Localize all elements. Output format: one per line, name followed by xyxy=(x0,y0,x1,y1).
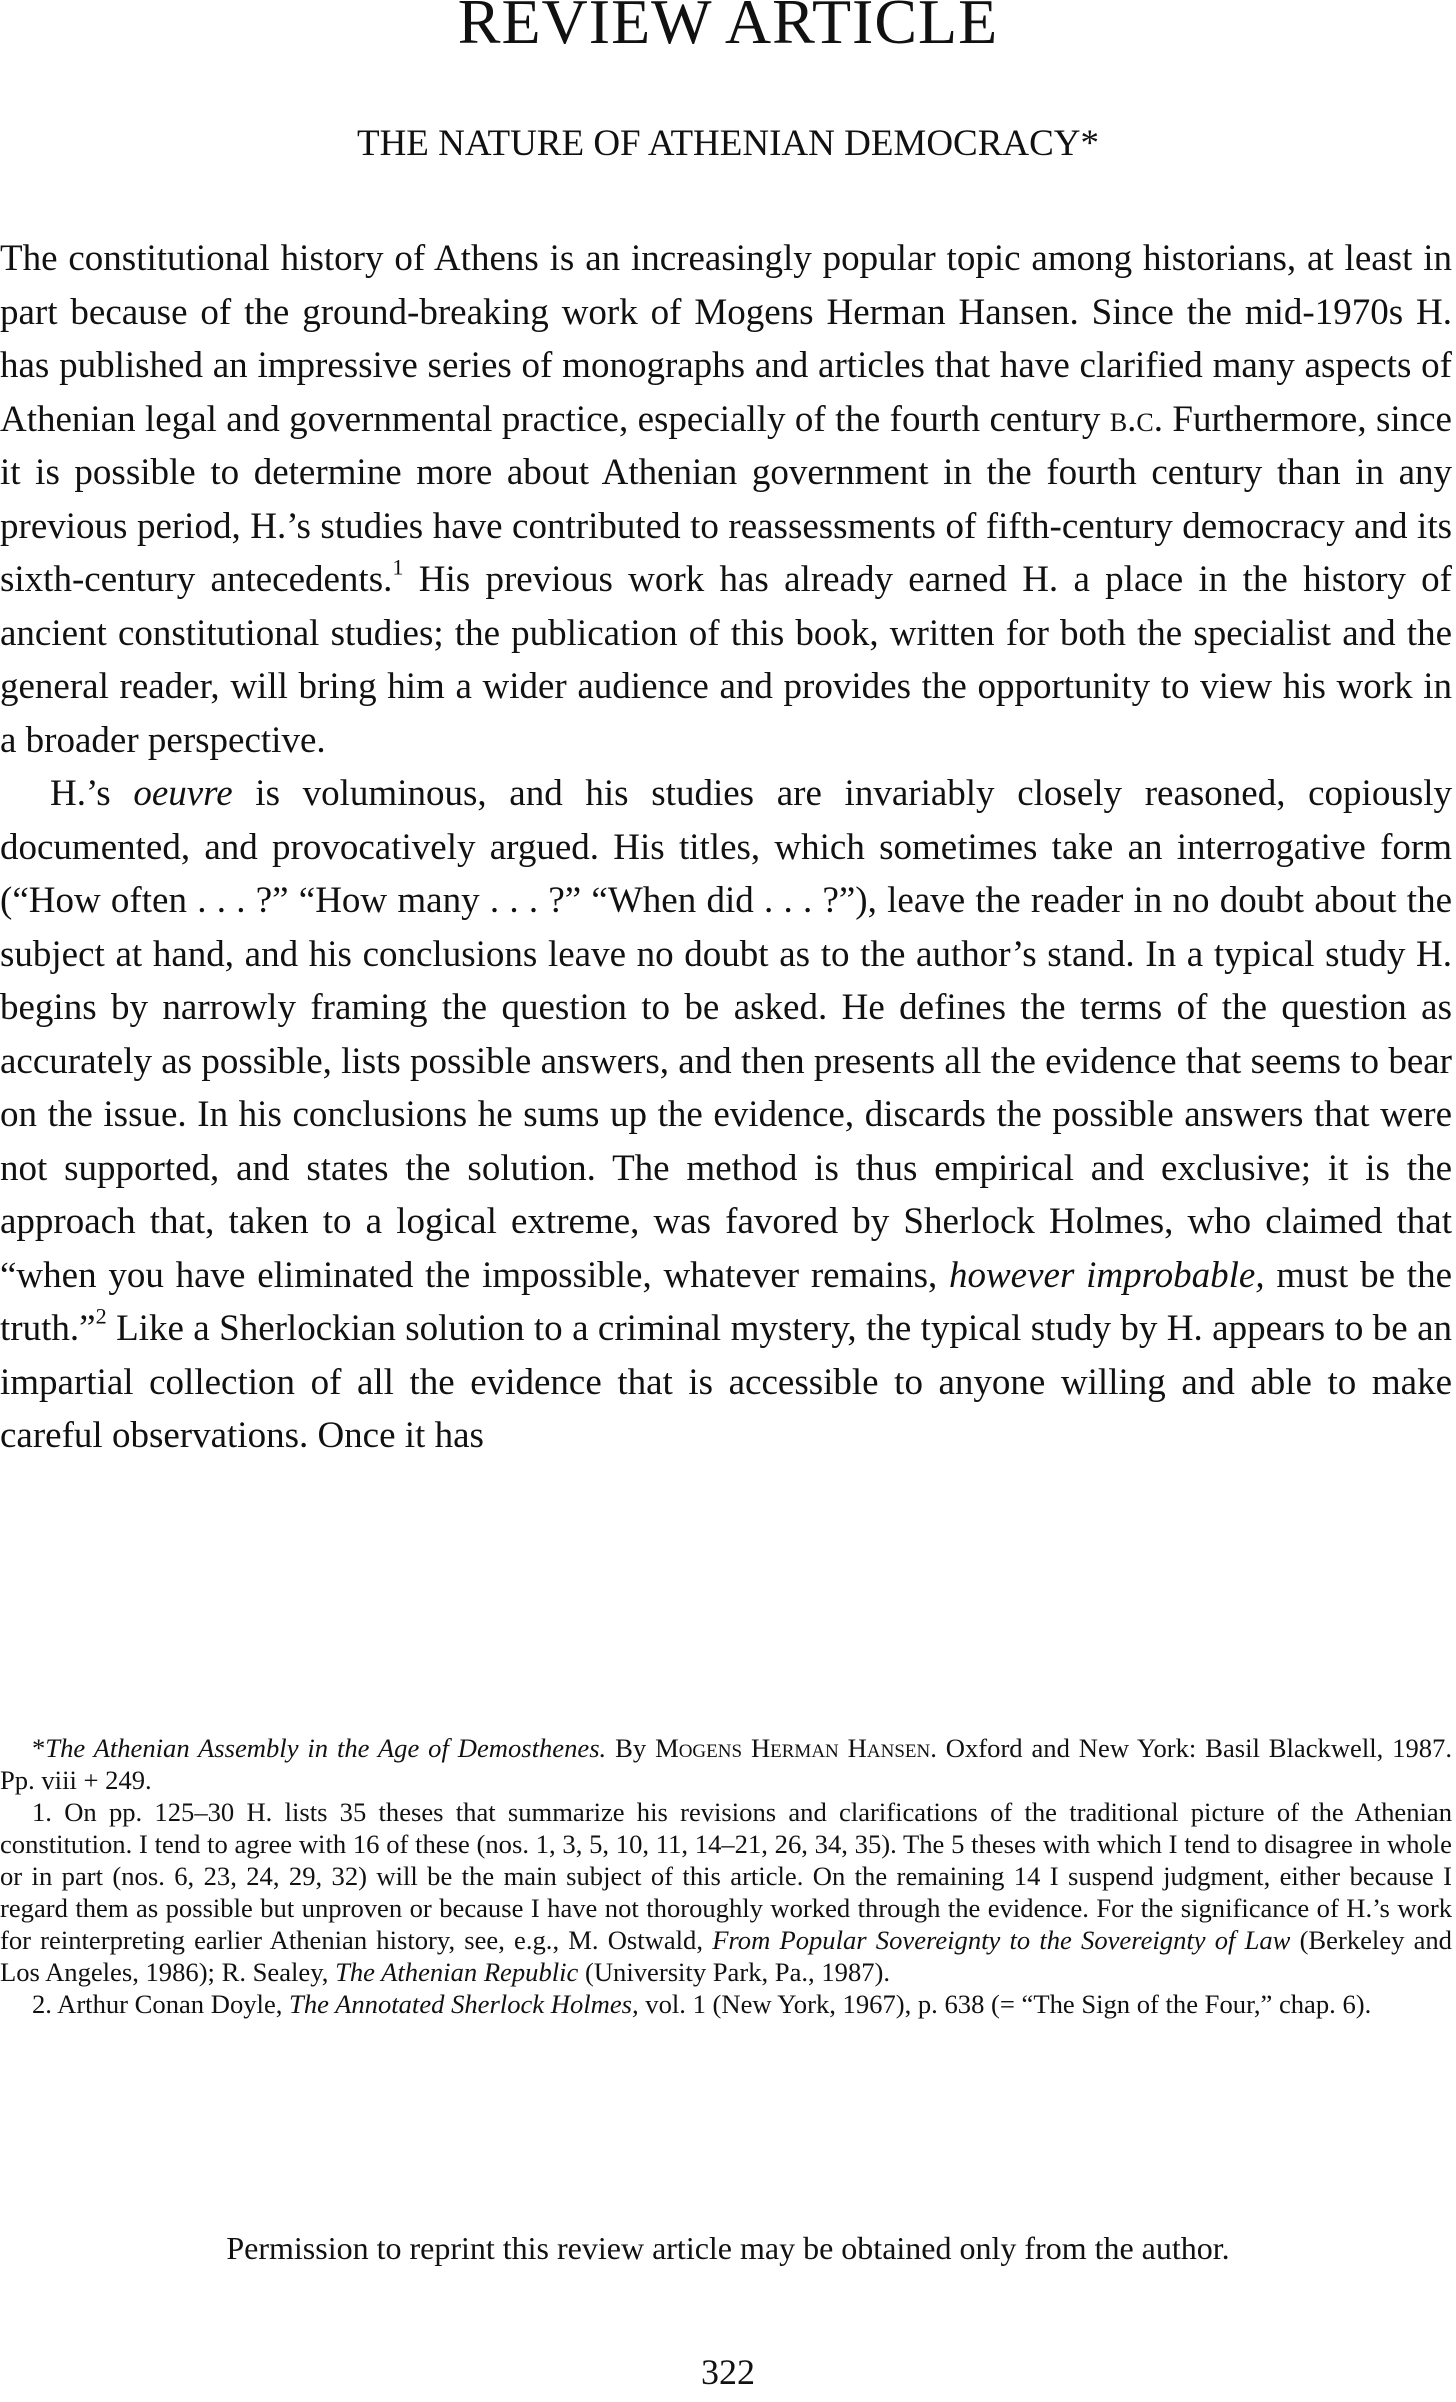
footnote-2-title: The Annotated Sherlock Holmes, xyxy=(289,1989,639,2019)
paragraph-2-text-d: Like a Sherlockian solution to a criminal mystery, the typical study by H. appears to be an impartial collection of all the evidence that is accessible to anyone willing and able to make careful observations. Once it has xyxy=(0,1308,1452,1456)
paragraph-2 xyxy=(0,767,1452,1463)
holmes-quote-italic: however improbable, xyxy=(949,1254,1265,1296)
footnote-1 xyxy=(0,1796,1452,1988)
footnote-1-text-b: (Berkeley and Los Angeles, 1986); R. Sealey, xyxy=(0,1925,1452,1987)
reviewed-book-author: Mogens Herman Hansen xyxy=(655,1733,931,1763)
oeuvre-italic: oeuvre xyxy=(133,773,233,814)
footnote-ref-2: 2 xyxy=(95,1303,107,1329)
footnotes xyxy=(0,1732,1452,2020)
footnote-1-title-1: From Popular Sovereignty to the Sovereignty of Law xyxy=(712,1925,1291,1955)
article-type-heading: REVIEW ARTICLE xyxy=(457,0,999,57)
era-abbreviation: b.c. xyxy=(1109,398,1163,440)
paragraph-1 xyxy=(0,232,1452,767)
footnote-ref-1: 1 xyxy=(392,554,404,580)
paragraph-2-text-b: is voluminous, and his studies are invariably closely reasoned, copiously documented, and provocatively argued. His titles, which sometimes take an interrogative form (“How often . . . ?” “How many . . . ?” “When did . . . ?”), leave the reader in no doubt about the subject at hand, and his conclusions leave no doubt as to the author’s stand. In a typical study H. begins by narrowly framing the question to be asked. He defines the terms of the question as accurately as possible, lists possible answers, and then presents all the evidence that seems to bear on the issue. In his conclusions he sums up the evidence, discards the possible answers that were not supported, and states the solution. The method is thus empirical and exclusive; it is the approach that, taken to a logical extreme, was favored by Sherlock Holmes, who claimed that “when you have eliminated the impossible, whatever remains, xyxy=(0,773,1452,1296)
footnote-1-title-2: The Athenian Republic xyxy=(335,1957,579,1987)
paragraph-2-text-c: must be the truth.” xyxy=(0,1254,1452,1349)
article-title: THE NATURE OF ATHENIAN DEMOCRACY* xyxy=(356,123,1100,164)
reviewed-book-title: The Athenian Assembly in the Age of Demosthenes. xyxy=(45,1733,607,1763)
paragraph-1-text-a: The constitutional history of Athens is an increasingly popular topic among historians, at least in part because of the ground-breaking work of Mogens Herman Hansen. Since the mid-1970s H. has published an impressive series of monographs and articles that have clarified many aspects of Athenian legal and governmental practice, especially of the fourth century xyxy=(0,238,1452,440)
permission-notice: Permission to reprint this review article may be obtained only from the author. xyxy=(226,2230,1230,2266)
footnote-star-by: By xyxy=(606,1733,656,1763)
footnote-star-publication: . Oxford and New York: Basil Blackwell, 1987. Pp. viii + 249. xyxy=(0,1733,1453,1795)
footnote-1-text-c: (University Park, Pa., 1987). xyxy=(578,1957,891,1987)
body-text xyxy=(0,232,1452,1463)
footnote-1-text-a: 1. On pp. 125–30 H. lists 35 theses that summarize his revisions and clarifications of the traditional picture of the Athenian constitution. I tend to agree with 16 of these (nos. 1, 3, 5, 10, 11, 14–21, 26, 34, 35). The 5 theses with which I tend to disagree in whole or in part (nos. 6, 23, 24, 29, 32) will be the main subject of this article. On the remaining 14 I suspend judgment, either because I regard them as possible but unproven or because I have not thoroughly worked through the evidence. For the significance of H.’s work for reinterpreting earlier Athenian history, see, e.g., M. Ostwald, xyxy=(0,1797,1452,1955)
footnote-star xyxy=(0,1732,1452,1796)
footnote-2-text-b: vol. 1 (New York, 1967), p. 638 (= “The Sign of the Four,” chap. 6). xyxy=(638,1989,1372,2019)
page-number: 322 xyxy=(701,2352,755,2392)
paragraph-1-text-b: Furthermore, since it is possible to determine more about Athenian government in the fourth century than in any previous period, H.’s studies have contributed to reassessments of fifth-century democracy and its sixth-century antecedents. xyxy=(0,398,1452,600)
paragraph-1-text-c: His previous work has already earned H. a place in the history of ancient constitutional studies; the publication of this book, written for both the specialist and the general reader, will bring him a wider audience and provides the opportunity to view his work in a broader perspective. xyxy=(0,559,1453,761)
footnote-2-text-a: 2. Arthur Conan Doyle, xyxy=(32,1989,290,2019)
footnote-2 xyxy=(0,1988,1452,2020)
paragraph-2-text-a: H.’s xyxy=(50,773,134,814)
footnote-star-mark: * xyxy=(32,1733,46,1763)
